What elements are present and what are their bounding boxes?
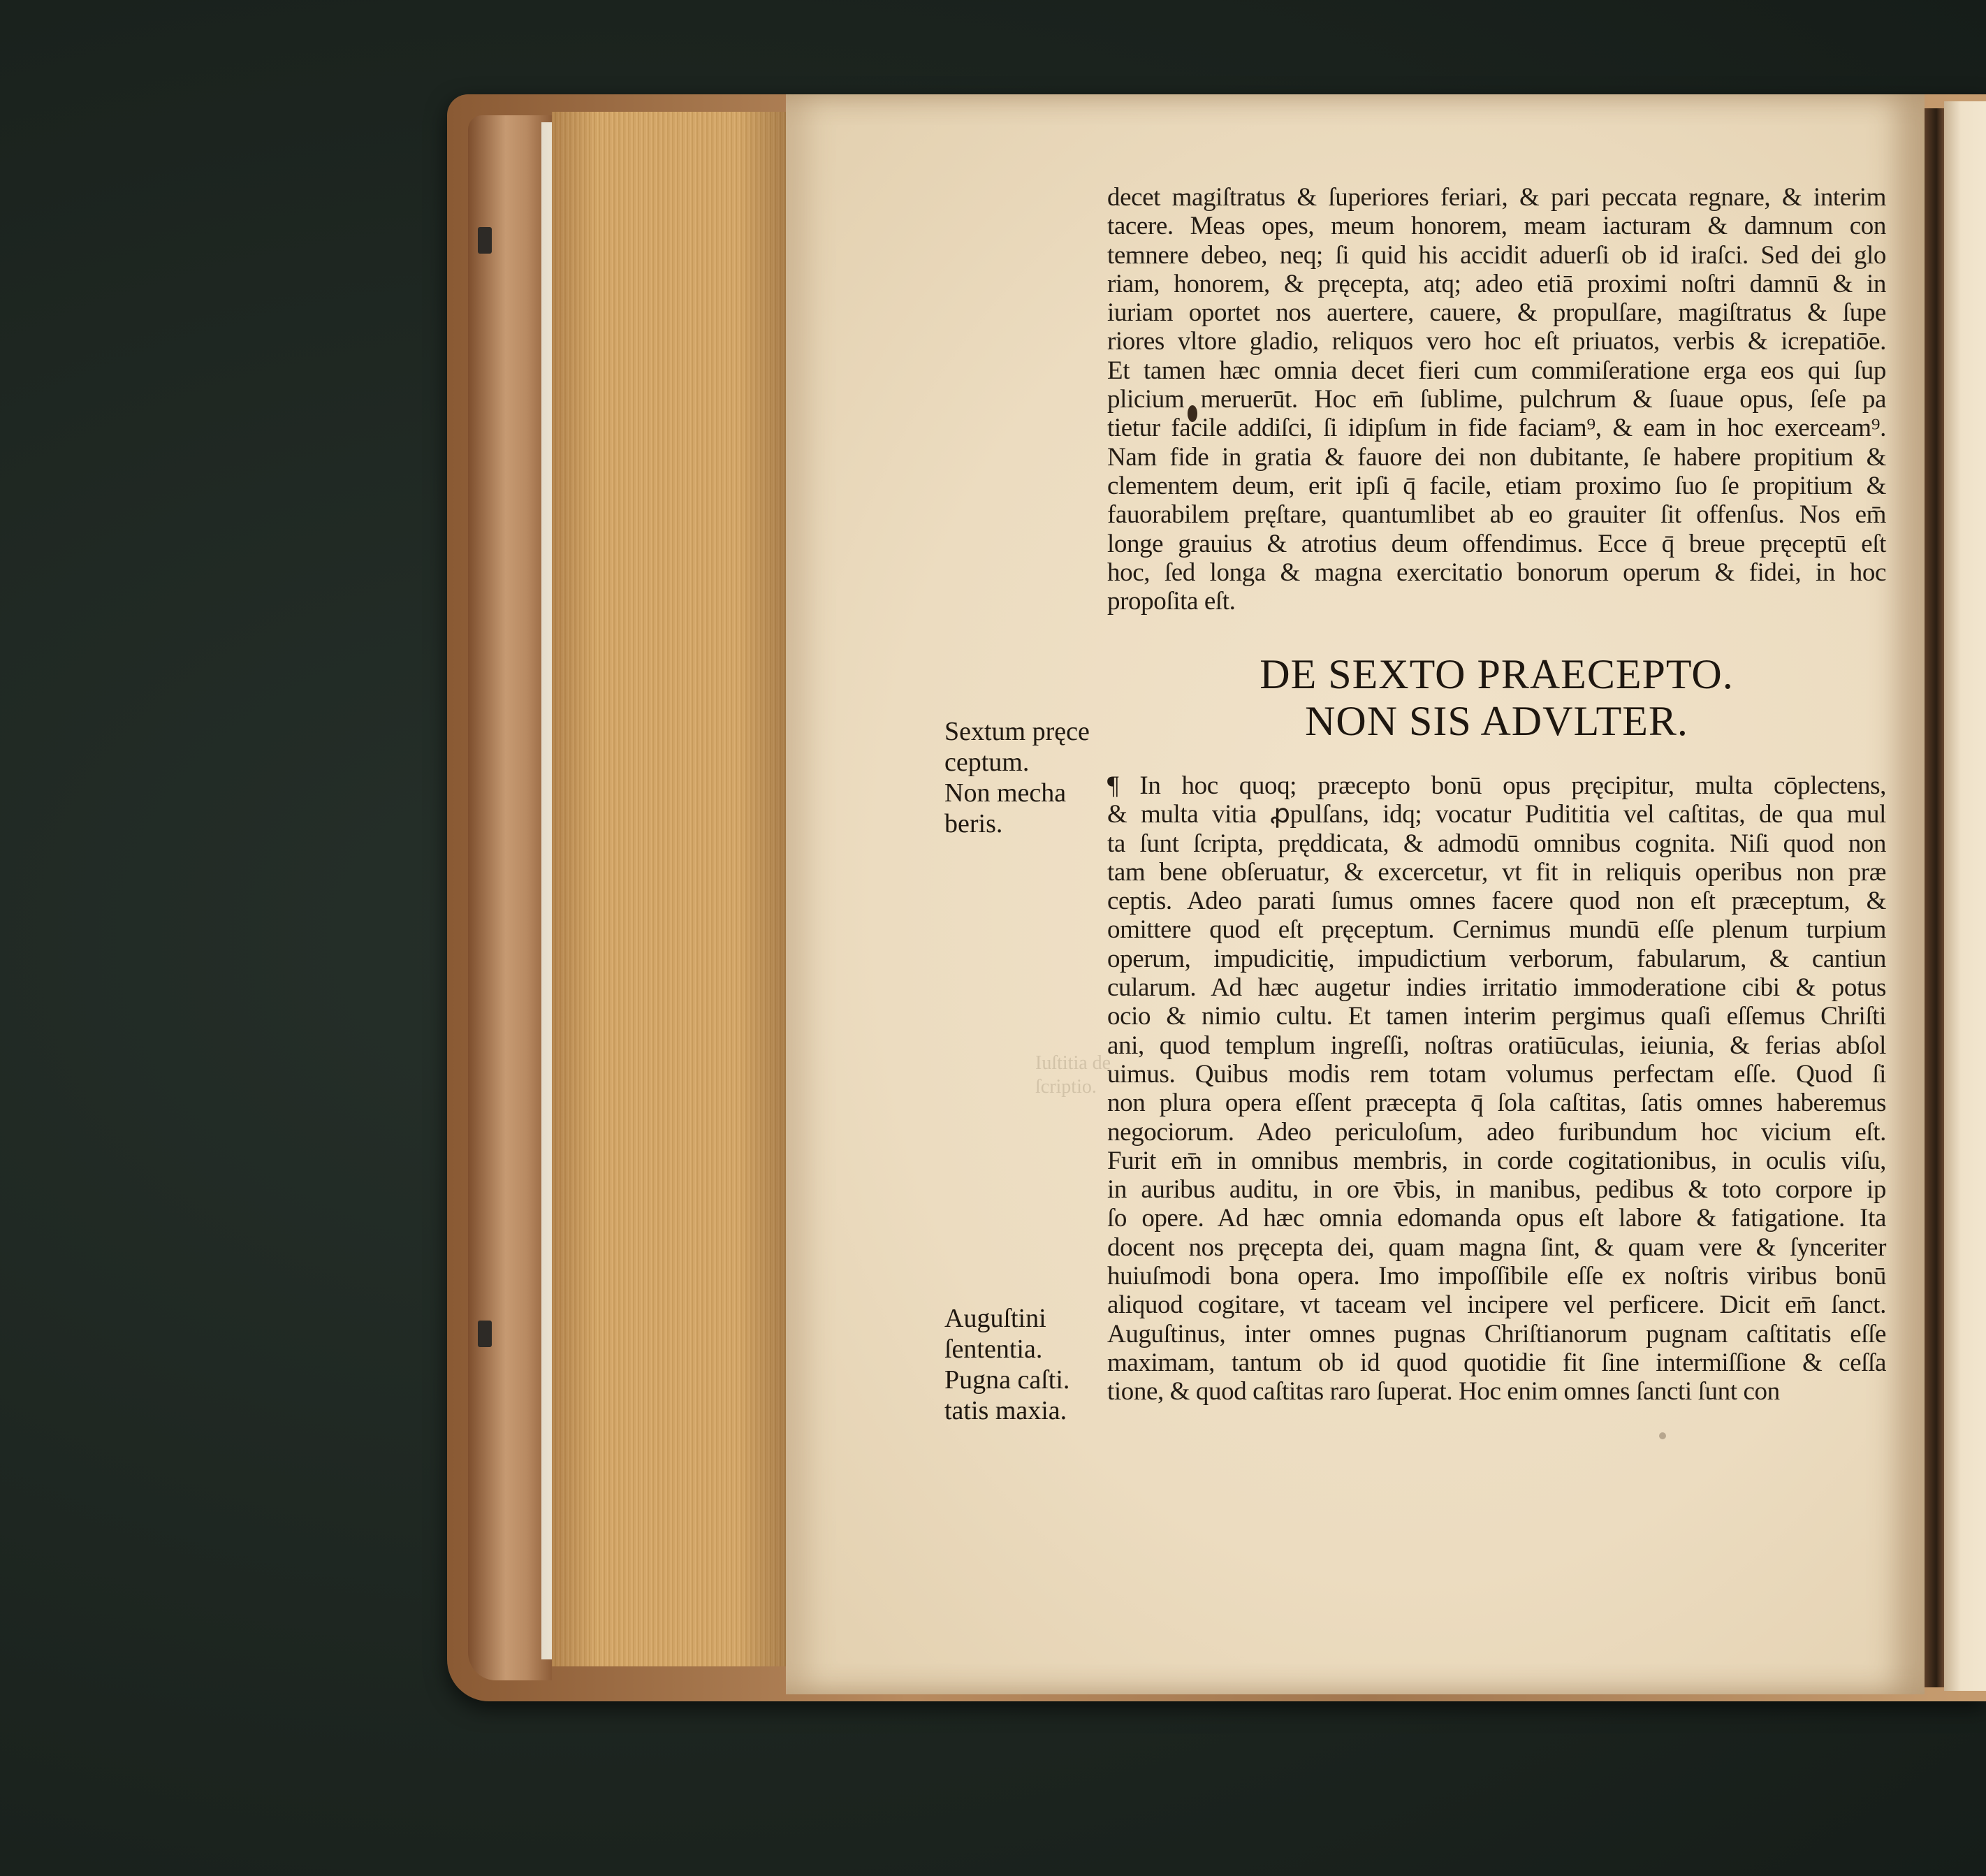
text-line: riores vltore gladio, reliquos vero hoc eſt priuatos, verbis & icrepatiōe. (1107, 327, 1886, 356)
text-line: plicium meruerūt. Hoc em̄ ſublime, pulchrum & ſuaue opus, ſeſe pa (1107, 385, 1886, 414)
facing-page-edge (1944, 101, 1986, 1691)
text-line: non plura opera eſſent præcepta q̄ ſola caſtitas, ſatis omnes haberemus (1107, 1089, 1886, 1118)
text-line: negociorum. Adeo periculoſum, adeo furibundum hoc vicium eſt. (1107, 1117, 1886, 1147)
page-edges (552, 112, 786, 1666)
margin-note-line: Auguſtini (944, 1304, 1046, 1333)
chapter-heading-line-2: NON SIS ADVLTER. (1305, 698, 1688, 744)
text-line: docent nos pręcepta dei, quam magna ſint, & quam vere & ſynceriter (1107, 1233, 1886, 1262)
cover-board-edge (468, 115, 552, 1680)
text-line: uimus. Quibus modis rem totam volumus perfectam eſſe. Quod ſi (1107, 1059, 1886, 1089)
text-line: ocio & nimio cultu. Et tamen interim pergimus quaſi eſſemus Chriſti (1107, 1002, 1886, 1031)
text-line: Auguſtinus, inter omnes pugnas Chriſtianorum pugnam caſtitatis eſſe (1107, 1319, 1886, 1348)
text-line: temnere debeo, neq; ſi quid his accidit aduerſi ob id iraſci. Sed dei glo (1107, 240, 1886, 270)
margin-note-line: Pugna caſti. (944, 1365, 1070, 1395)
text-line: in auribus auditu, in ore v̄bis, in manibus, pedibus & toto corpore ip (1107, 1175, 1886, 1205)
offset-line: ſcriptio. (1035, 1076, 1097, 1098)
offset-show-through-text (1035, 1052, 1111, 1099)
text-line: & multa vitia ꝓpulſans, idq; vocatur Pudititia vel caſtitas, de qua mul (1107, 800, 1886, 829)
text-line: ſo opere. Ad hæc omnia edomanda opus eſt labore & fatigatione. Ita (1107, 1204, 1886, 1233)
text-line: tietur facile addiſci, ſi idipſum in fide faciam⁹, & eam in hoc exerceam⁹. (1107, 414, 1886, 443)
text-line: riam, honorem, & pręcepta, atq; adeo etiā proximi noſtri damnū & in (1107, 269, 1886, 298)
text-line: longe grauius & atrotius deum offendimus. Ecce q̄ breue pręceptū eſt (1107, 529, 1886, 558)
foxing-spot (1659, 1432, 1666, 1439)
text-line: ta ſunt ſcripta, pręddicata, & admodū omnibus cognita. Niſi quod non (1107, 829, 1886, 858)
margin-note-augustini-sententia (944, 1303, 1098, 1426)
text-line: hoc, ſed longa & magna exercitatio bonorum operum & fidei, in hoc (1107, 558, 1886, 587)
offset-line: Iuſtitia de (1035, 1052, 1111, 1074)
clasp-top (478, 227, 492, 254)
text-line: iuriam oportet nos auertere, cauere, & propulſare, magiſtratus & ſupe (1107, 298, 1886, 328)
text-line: ani, quod templum ingreſſi, noſtras oratiūculas, ieiunia, & ferias abſol (1107, 1031, 1886, 1060)
margin-note-line: beris. (944, 809, 1003, 838)
upper-text-block (1107, 183, 1886, 616)
text-line: omittere quod eſt pręceptum. Cernimus mundū eſſe plenum turpium (1107, 915, 1886, 945)
text-line: ceptis. Adeo parati ſumus omnes facere quod non eſt præceptum, & (1107, 887, 1886, 916)
lower-text-block (1107, 771, 1886, 1406)
margin-note-line: Non mecha (944, 778, 1067, 808)
text-line: ¶ In hoc quoq; præcepto bonū opus pręcipitur, multa cōplectens, (1107, 771, 1886, 800)
text-line: huiuſmodi bona opera. Imo impoſſibile eſſe ex noſtris viribus bonū (1107, 1262, 1886, 1291)
text-line: decet magiſtratus & ſuperiores feriari, & pari peccata regnare, & interim (1107, 183, 1886, 212)
text-line: maximam, tantum ob id quod quotidie fit ſine intermiſſione & ceſſa (1107, 1348, 1886, 1377)
text-line: Furit em̄ in omnibus membris, in corde cogitationibus, in oculis viſu, (1107, 1146, 1886, 1175)
text-line: Et tamen hæc omnia decet fieri cum commiſeratione erga eos qui ſup (1107, 356, 1886, 385)
text-line: fauorabilem pręſtare, quantumlibet ab eo grauiter ſit offenſus. Nos em̄ (1107, 500, 1886, 530)
text-line: Nam fide in gratia & fauore dei non dubitante, ſe habere propitium & (1107, 442, 1886, 472)
gutter (1925, 108, 1944, 1687)
clasp-bottom (478, 1321, 492, 1347)
chapter-heading-line-1: DE SEXTO PRAECEPTO. (1259, 651, 1734, 697)
text-line: tacere. Meas opes, meum honorem, meam iacturam & damnum con (1107, 212, 1886, 241)
text-line: tione, & quod caſtitas raro ſuperat. Hoc enim omnes ſancti ſunt con (1107, 1377, 1780, 1406)
margin-note-line: tatis maxia. (944, 1396, 1067, 1425)
text-line: aliquod cogitare, vt taceam vel incipere vel perficere. Dicit em̄ ſanct. (1107, 1290, 1886, 1320)
text-line: clementem deum, erit ipſi q̄ facile, etiam proximo ſuo ſe propitium & (1107, 471, 1886, 500)
text-line: cularum. Ad hæc augetur indies irritatio immoderatione cibi & potus (1107, 973, 1886, 1003)
margin-note-line: ceptum. (944, 748, 1030, 777)
text-line: operum, impudicitię, impudictium verborum, fabularum, & cantiun (1107, 944, 1886, 973)
margin-note-sextum-praeceptum (944, 716, 1098, 839)
text-line: propoſita eſt. (1107, 587, 1236, 616)
text-line: tam bene obſeruatur, & excercetur, vt fit in reliquis operibus non præ (1107, 857, 1886, 887)
margin-note-line: ſententia. (944, 1335, 1043, 1364)
margin-note-line: Sextum pręce (944, 717, 1090, 746)
